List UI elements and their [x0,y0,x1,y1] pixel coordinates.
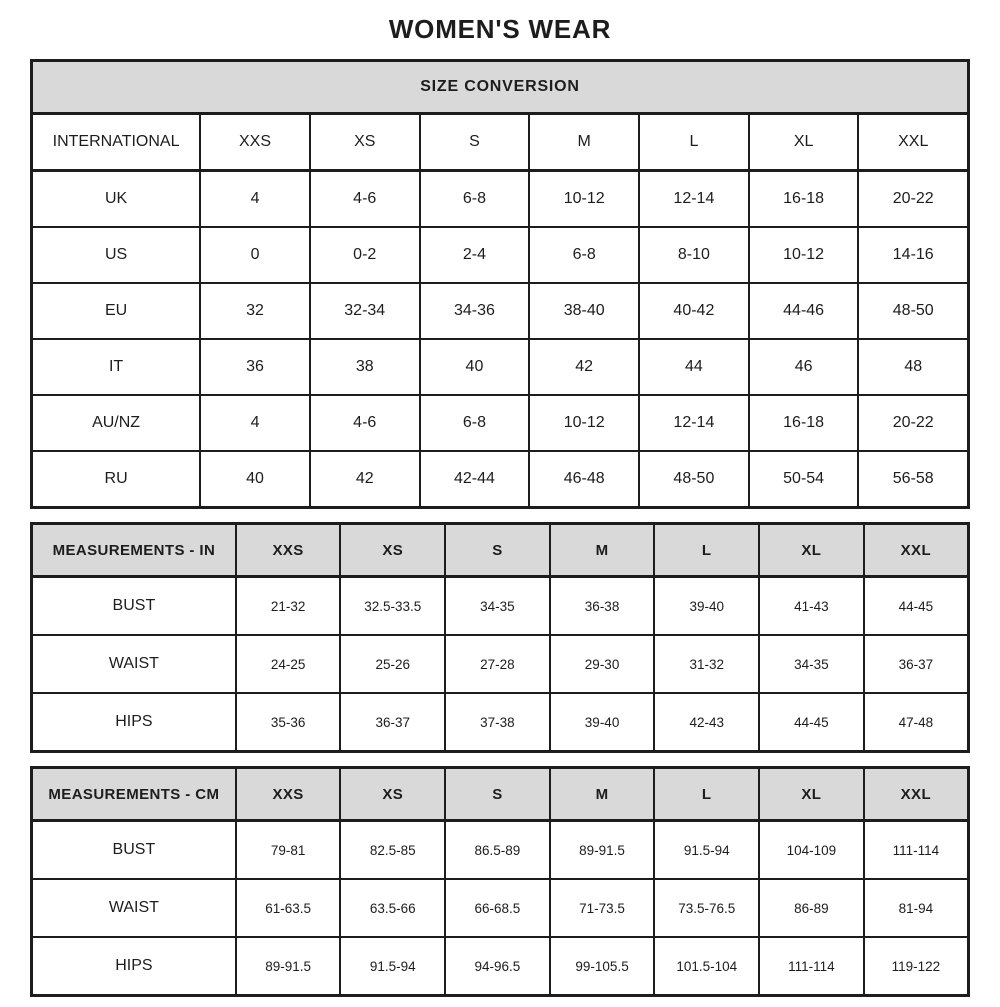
size-conversion-table [30,59,970,509]
measurement-cell: 44-45 [864,577,969,636]
size-cell: 20-22 [858,171,968,228]
table-row [32,227,969,283]
size-cell: 46-48 [529,451,639,508]
size-cell: 46 [749,339,859,395]
measurements-in-table [30,522,970,753]
size-cell: 16-18 [749,395,859,451]
size-cell: 6-8 [420,395,530,451]
size-cell: 48-50 [639,451,749,508]
measurement-cell: 94-96.5 [445,937,550,996]
table-row [32,879,969,937]
measurement-cell: 31-32 [654,635,759,693]
table-row [32,693,969,752]
measurement-cell: 37-38 [445,693,550,752]
measurement-cell: 36-37 [864,635,969,693]
size-cell: XXS [200,114,310,171]
row-label: HIPS [32,937,236,996]
column-header: XS [340,524,445,577]
size-cell: XL [749,114,859,171]
measurement-cell: 41-43 [759,577,864,636]
measurement-cell: 35-36 [236,693,341,752]
table-row [32,283,969,339]
column-header: XXL [864,768,969,821]
size-cell: M [529,114,639,171]
table-row [32,395,969,451]
measurement-cell: 36-38 [550,577,655,636]
size-cell: 32 [200,283,310,339]
column-header: S [445,524,550,577]
table-row [32,821,969,880]
measurements-cm-table [30,766,970,997]
measurement-cell: 39-40 [654,577,759,636]
column-header: L [654,768,759,821]
row-label: HIPS [32,693,236,752]
row-label: WAIST [32,879,236,937]
measurement-cell: 47-48 [864,693,969,752]
size-cell: 40-42 [639,283,749,339]
page-title: WOMEN'S WEAR [388,14,612,44]
row-label: AU/NZ [32,395,201,451]
measurement-cell: 34-35 [445,577,550,636]
size-cell: 40 [420,339,530,395]
size-cell: 32-34 [310,283,420,339]
size-cell: 44-46 [749,283,859,339]
column-header: XL [759,524,864,577]
size-cell: 14-16 [858,227,968,283]
measurement-cell: 24-25 [236,635,341,693]
table-row [32,339,969,395]
size-cell: 40 [200,451,310,508]
row-label: UK [32,171,201,228]
size-cell: 0 [200,227,310,283]
size-cell: 34-36 [420,283,530,339]
size-cell: 12-14 [639,395,749,451]
measurement-cell: 29-30 [550,635,655,693]
size-cell: 56-58 [858,451,968,508]
measurement-cell: 42-43 [654,693,759,752]
measurements-cm-header: MEASUREMENTS - CM [32,768,236,821]
measurement-cell: 71-73.5 [550,879,655,937]
size-cell: 50-54 [749,451,859,508]
size-cell: 20-22 [858,395,968,451]
size-cell: 2-4 [420,227,530,283]
measurement-cell: 39-40 [550,693,655,752]
size-cell: 4-6 [310,171,420,228]
measurement-cell: 81-94 [864,879,969,937]
size-cell: L [639,114,749,171]
size-cell: 42 [529,339,639,395]
row-label: BUST [32,577,236,636]
column-header: XXS [236,524,341,577]
size-cell: 36 [200,339,310,395]
row-label: INTERNATIONAL [32,114,201,171]
measurement-cell: 25-26 [340,635,445,693]
size-cell: S [420,114,530,171]
measurement-cell: 91.5-94 [340,937,445,996]
measurement-cell: 66-68.5 [445,879,550,937]
table-row [32,451,969,508]
table-row [32,577,969,636]
column-header: XS [340,768,445,821]
column-header: M [550,524,655,577]
measurement-cell: 61-63.5 [236,879,341,937]
measurements-in-header: MEASUREMENTS - IN [32,524,236,577]
row-label: WAIST [32,635,236,693]
table-row [32,114,969,171]
size-cell: 42 [310,451,420,508]
measurement-cell: 111-114 [759,937,864,996]
measurement-cell: 119-122 [864,937,969,996]
measurement-cell: 86.5-89 [445,821,550,880]
measurement-cell: 82.5-85 [340,821,445,880]
column-header: XL [759,768,864,821]
size-cell: 44 [639,339,749,395]
size-cell: 38 [310,339,420,395]
measurement-cell: 21-32 [236,577,341,636]
measurement-cell: 36-37 [340,693,445,752]
column-header: XXS [236,768,341,821]
size-cell: 6-8 [420,171,530,228]
row-label: US [32,227,201,283]
size-cell: 10-12 [749,227,859,283]
table-header-row [32,524,969,577]
row-label: RU [32,451,201,508]
size-cell: 4 [200,395,310,451]
measurement-cell: 101.5-104 [654,937,759,996]
size-cell: 0-2 [310,227,420,283]
table-row [32,937,969,996]
size-cell: 42-44 [420,451,530,508]
size-cell: 10-12 [529,171,639,228]
measurement-cell: 34-35 [759,635,864,693]
measurement-cell: 104-109 [759,821,864,880]
size-cell: XXL [858,114,968,171]
row-label: IT [32,339,201,395]
measurement-cell: 111-114 [864,821,969,880]
table-header-row [32,768,969,821]
size-cell: 16-18 [749,171,859,228]
row-label: BUST [32,821,236,880]
size-cell: 48 [858,339,968,395]
column-header: S [445,768,550,821]
size-conversion-header: SIZE CONVERSION [32,61,969,114]
table-banner-row [32,61,969,114]
size-cell: 4 [200,171,310,228]
table-row [32,171,969,228]
measurement-cell: 63.5-66 [340,879,445,937]
measurement-cell: 79-81 [236,821,341,880]
size-cell: 4-6 [310,395,420,451]
size-cell: 12-14 [639,171,749,228]
measurement-cell: 44-45 [759,693,864,752]
size-cell: 10-12 [529,395,639,451]
measurement-cell: 89-91.5 [236,937,341,996]
column-header: L [654,524,759,577]
size-cell: 6-8 [529,227,639,283]
column-header: XXL [864,524,969,577]
measurement-cell: 99-105.5 [550,937,655,996]
measurement-cell: 91.5-94 [654,821,759,880]
column-header: M [550,768,655,821]
size-cell: 8-10 [639,227,749,283]
measurement-cell: 27-28 [445,635,550,693]
measurement-cell: 32.5-33.5 [340,577,445,636]
row-label: EU [32,283,201,339]
measurement-cell: 86-89 [759,879,864,937]
size-cell: XS [310,114,420,171]
size-cell: 38-40 [529,283,639,339]
measurement-cell: 73.5-76.5 [654,879,759,937]
measurement-cell: 89-91.5 [550,821,655,880]
table-row [32,635,969,693]
size-cell: 48-50 [858,283,968,339]
